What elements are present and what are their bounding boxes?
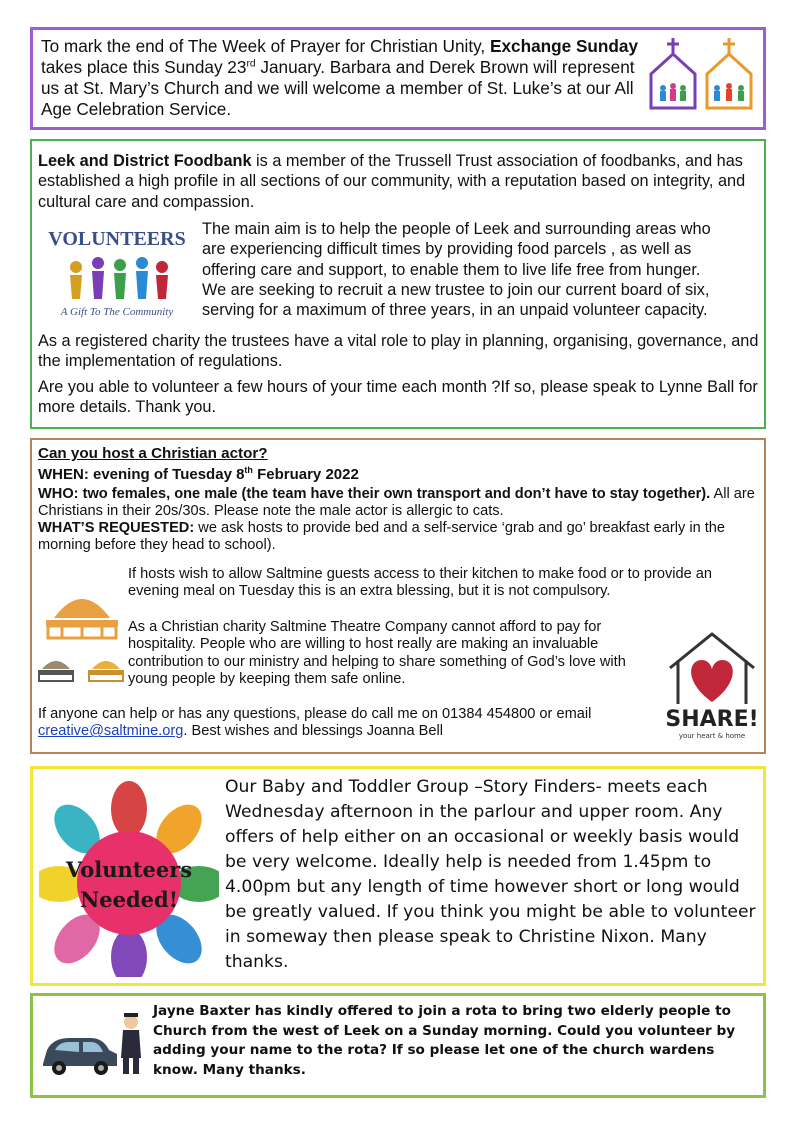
bed-icon (86, 653, 126, 685)
volunteers-needed-badge (39, 779, 219, 977)
actor-top-block (38, 445, 762, 555)
actor-contact-text: or email (535, 706, 592, 722)
exchange-text-part: January. Barbara and Derek Brown will represent us at St. Mary’s Church and we will welcome a member of St. Luke’s at our All Age Celebration Service. (41, 57, 635, 119)
car-chauffeur-icon (39, 1010, 149, 1080)
heart-icon (691, 660, 733, 702)
volunteers-logo (36, 219, 198, 323)
rota-text: Jayne Baxter has kindly offered to join a rota to bring two elderly people to Church from the west of Leek on a Sunday morning. Could you volunteer by adding your name to the rota? If so please let one of the church wardens know. Many thanks. (153, 1003, 736, 1078)
foodbank-box (30, 139, 766, 429)
share-logo (664, 630, 760, 742)
volunteers-logo-title: VOLUNTEERS (48, 228, 186, 250)
date-suffix: th (244, 465, 253, 476)
exchange-sunday-title: Exchange Sunday (489, 36, 639, 56)
exchange-sunday-box (30, 27, 766, 130)
foodbank-aim (202, 219, 762, 320)
foodbank-intro (38, 151, 760, 212)
actor-charity: As a Christian charity Saltmine Theatre Company cannot afford to pay for hospitality. People who are willing to host really are making an invaluable contribution to our ministry and helping to share something of God’s love with young people by keeping them safe online. (128, 619, 626, 687)
share-tagline: your heart & home (678, 732, 746, 740)
foodbank-intro-text: is a member of the Trussell Trust association of foodbanks, and has established a high profile in all sections of our community, with a reputation based on integrity, and cultural care and compassion. (38, 152, 746, 211)
date-suffix: rd (246, 58, 256, 70)
bed-icon (42, 584, 122, 646)
badge-line-2: Needed! (80, 887, 178, 912)
actor-who-rest: All are Christians in their 20s/30s. Please note the male actor is allergic to cats. (38, 485, 755, 519)
foodbank-aim-line: are experiencing difficult times by providing food parcels , as well as (202, 240, 692, 259)
actor-who-bold: WHO: two females, one male (the team have their own transport and don’t have to stay together). (38, 485, 711, 502)
exchange-text-part: takes place this Sunday 23 (41, 57, 247, 77)
actor-when (38, 466, 762, 483)
toddler-text: Our Baby and Toddler Group –Story Finders- meets each Wednesday afternoon in the parlour and upper room. Any offers of help either on an occasional or weekly basis would be very welcome. Ideally help is needed from 1.45pm to 4.00pm but any length of time however short or long would be greatly valued. If you think you might be able to volunteer in someway then please speak to Christine Nixon. Many thanks. (225, 777, 756, 972)
actor-requested (38, 520, 762, 555)
actor-heading: Can you host a Christian actor? (38, 445, 268, 462)
foodbank-charity: As a registered charity the trustees have a vital role to play in planning, organising, governance, and the implementation of regulations. (38, 332, 759, 371)
bed-icon (36, 653, 76, 685)
actor-requested-text: we ask hosts to provide bed and a self-service ‘grab and go’ breakfast early in the morning before they head to school). (38, 520, 726, 554)
actor-requested-label: WHAT’S REQUESTED: (38, 520, 195, 537)
foodbank-aim-line: offering care and support, to enable them to live life free from hunger. (202, 260, 701, 279)
toddler-group-box (30, 766, 766, 986)
foodbank-name: Leek and District Foodbank (38, 152, 252, 170)
exchange-sunday-text (41, 36, 641, 120)
foodbank-aim-line: The main aim is to help the people of Leek and surrounding areas who (202, 220, 711, 238)
actor-contact (38, 706, 652, 741)
actor-who (38, 486, 762, 521)
actor-when-end: February 2022 (252, 466, 359, 484)
actor-contact-text: . Best wishes and blessings Joanna Bell (183, 723, 444, 740)
churches-icon (643, 36, 761, 116)
share-word: SHARE! (665, 707, 759, 732)
actor-phone: 01384 454800 (442, 706, 536, 722)
foodbank-aim-line: serving for a maximum of three years, in an unpaid volunteer capacity. (202, 301, 708, 320)
badge-line-1: Volunteers (65, 857, 193, 882)
rota-box (30, 993, 766, 1098)
actor-kitchen: If hosts wish to allow Saltmine guests access to their kitchen to make food or to provide an evening meal on Tuesday this is an extra blessing, but it is not compulsory. (128, 566, 713, 600)
actor-contact-text: If anyone can help or has any questions, please do call me on (38, 706, 443, 722)
foodbank-aim-line: We are seeking to recruit a new trustee to join our current board of six, (202, 280, 710, 299)
exchange-text-part: To mark the end of The Week of Prayer for Christian Unity, (41, 36, 490, 56)
actor-when-text: WHEN: evening of Tuesday 8 (38, 466, 245, 484)
foodbank-ask: Are you able to volunteer a few hours of your time each month ?If so, please speak to Lynne Ball for more details. Thank you. (38, 378, 758, 417)
volunteers-logo-tagline: A Gift To The Community (60, 306, 174, 318)
actor-email-link[interactable]: creative@saltmine.org (38, 723, 184, 740)
host-actor-box (30, 438, 766, 754)
